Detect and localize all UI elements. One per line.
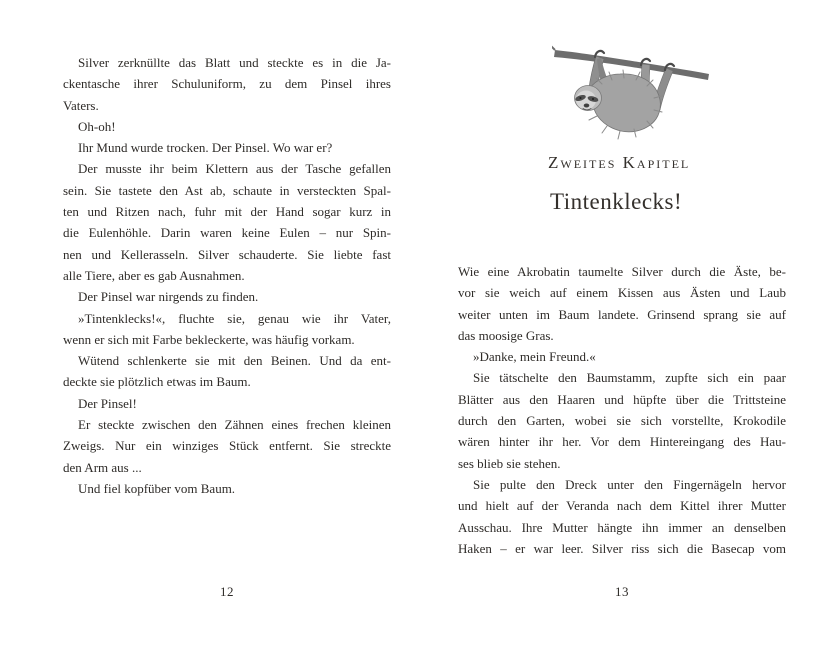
sloth-illustration — [552, 36, 712, 150]
text-line: ses blieb sie stehen. — [458, 455, 561, 471]
text-line: Der musste ihr beim Klettern aus der Tasche gefallen — [78, 161, 391, 177]
text-line: Wie eine Akrobatin taumelte Silver durch die Äste, be- — [458, 264, 786, 279]
text-line: den Arm aus ... — [63, 459, 142, 475]
text-line: Silver zerknüllte das Blatt und steckte es in die Ja- — [78, 55, 391, 70]
text-line: Der Pinsel war nirgends zu finden. — [78, 289, 259, 305]
text-line: »Tintenklecks!«, fluchte sie, genau wie ihr Vater, — [78, 310, 391, 326]
text-line: das moosige Gras. — [458, 327, 554, 343]
text-line: wären hinter ihr her. Vor dem Hintereingang des Hau- — [458, 434, 786, 450]
text-line: Und fiel kopfüber vom Baum. — [78, 480, 236, 496]
text-line: nen und Kellerasseln. Silver schauderte. Sie liebte fast — [63, 246, 391, 262]
chapter-title: Tintenklecks! — [550, 189, 683, 214]
text-line: alle Tiere, aber es gab Ausnahmen. — [63, 267, 245, 283]
text-line: wenn er sich mit Farbe bekleckerte, was häufig vorkam. — [63, 331, 355, 347]
text-line: Er steckte zwischen den Zähnen eines frechen kleinen — [78, 417, 391, 433]
text-line: Haken – er war leer. Silver riss sich die Basecap vom — [458, 540, 786, 556]
text-line: »Danke, mein Freund.« — [473, 349, 596, 365]
text-line: durch den Garten, wobei sie sich vorstellte, Krokodile — [458, 413, 786, 429]
text-line: Sie pulte den Dreck unter den Fingernägeln hervor — [473, 476, 786, 492]
text-line: Sie tätschelte den Baumstamm, zupfte sich ein paar — [473, 370, 786, 386]
left-page — [63, 0, 391, 648]
text-line: sein. Sie tastete den Ast ab, schaute in versteckten Spal- — [63, 182, 391, 198]
text-line: Ihr Mund wurde trocken. Der Pinsel. Wo war er? — [78, 140, 333, 156]
left-page-number: 12 — [220, 584, 234, 599]
text-line: Vaters. — [63, 97, 99, 113]
text-line: Ausschau. Ihre Mutter hängte ihn immer an denselben — [458, 519, 786, 535]
text-line: die Eulenhöhle. Darin waren keine Eulen – nur Spin- — [63, 225, 391, 241]
right-page-text — [458, 261, 786, 559]
text-line: ckentasche ihrer Schuluniform, zu dem Pinsel ihres — [63, 76, 391, 92]
text-line: und hielt auf der Veranda nach dem Kittel ihrer Mutter — [458, 498, 786, 514]
text-line: deckte sie plötzlich etwas im Baum. — [63, 374, 251, 390]
left-page-text — [63, 52, 391, 499]
text-line: Wütend schlenkerte sie mit den Beinen. Und da ent- — [78, 353, 391, 369]
text-line: ten und Ritzen nach, fuhr mit der Hand sogar kurz in — [63, 204, 391, 220]
text-line: weiter unten im Baum landete. Grinsend sprang sie auf — [458, 306, 786, 322]
text-line: Oh-oh! — [78, 118, 116, 134]
right-page-number: 13 — [615, 584, 629, 599]
sloth-icon — [552, 36, 712, 150]
text-line: Blätter aus den Haaren und hüpfte über die Trittsteine — [458, 391, 786, 407]
text-line: Der Pinsel! — [78, 395, 137, 411]
text-line: Zweigs. Nur ein winziges Stück entfernt. Sie streckte — [63, 438, 391, 454]
text-line: vor sie weich auf einem Kissen aus Ästen und Laub — [458, 285, 786, 301]
chapter-label: Zweites Kapitel — [548, 153, 691, 172]
right-page — [458, 0, 786, 648]
